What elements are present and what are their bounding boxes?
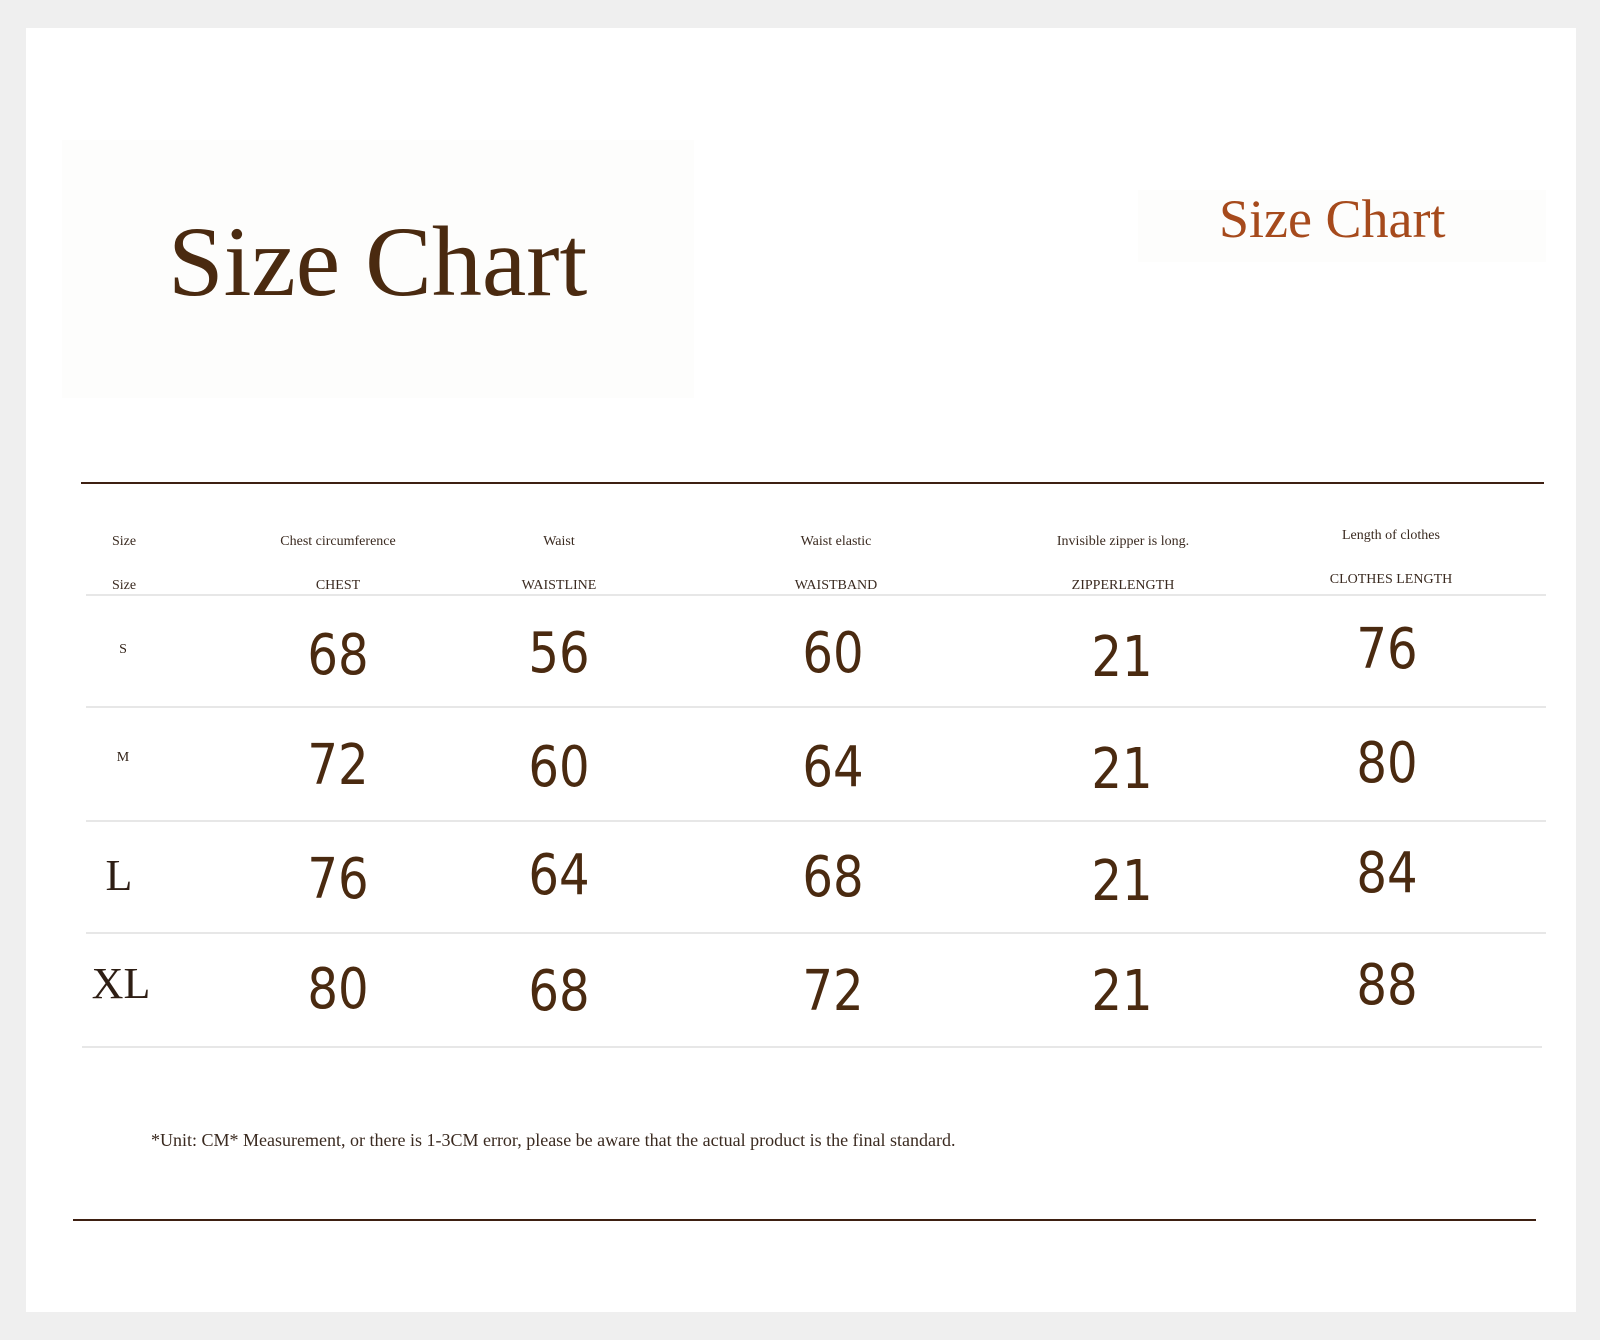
cell-xl-chest: 80	[307, 957, 369, 1022]
row-divider	[86, 706, 1546, 708]
header-waistband	[736, 528, 936, 632]
cell-l-length: 84	[1356, 841, 1418, 906]
header-size-label: Size	[111, 534, 137, 549]
size-label-l: L	[105, 851, 133, 900]
row-divider	[86, 820, 1546, 822]
size-label-xl: XL	[91, 959, 151, 1008]
cell-m-waist: 60	[528, 735, 590, 800]
header-chest-sublabel: CHEST	[315, 578, 361, 593]
header-waist	[459, 528, 659, 632]
size-label-m: M	[116, 750, 130, 765]
cell-m-length: 80	[1356, 731, 1418, 796]
cell-m-waistband: 64	[802, 735, 864, 800]
cell-xl-waist: 68	[528, 959, 590, 1024]
cell-l-zipper: 21	[1091, 849, 1153, 914]
header-waistband-sublabel: WAISTBAND	[794, 578, 878, 593]
row-divider	[82, 1046, 1542, 1048]
bottom-divider	[73, 1219, 1536, 1221]
cell-xl-length: 88	[1356, 953, 1418, 1018]
header-size-sublabel: Size	[111, 578, 137, 593]
cell-xl-waistband: 72	[802, 959, 864, 1024]
header-waist-sublabel: WAISTLINE	[521, 578, 597, 593]
size-label-s: S	[119, 642, 127, 657]
header-zipper	[1018, 528, 1228, 632]
cell-xl-zipper: 21	[1091, 959, 1153, 1024]
header-waist-label: Waist	[543, 534, 575, 549]
row-divider	[86, 594, 1546, 596]
cell-s-zipper: 21	[1091, 625, 1153, 690]
header-length-label: Length of clothes	[1342, 528, 1440, 543]
cell-s-waistband: 60	[802, 621, 864, 686]
header-length	[1286, 522, 1496, 626]
cell-s-chest: 68	[307, 623, 369, 688]
cell-m-chest: 72	[307, 733, 369, 798]
cell-s-waist: 56	[528, 621, 590, 686]
size-chart-card	[26, 28, 1576, 1312]
cell-l-chest: 76	[307, 847, 369, 912]
header-chest-label: Chest circumference	[280, 534, 396, 549]
header-waistband-label: Waist elastic	[800, 534, 872, 549]
page-title: Size Chart	[168, 206, 588, 317]
cell-s-length: 76	[1356, 617, 1418, 682]
side-title: Size Chart	[1219, 189, 1446, 249]
header-zipper-sublabel: ZIPPERLENGTH	[1071, 578, 1175, 593]
row-divider	[86, 932, 1546, 934]
header-size	[74, 528, 174, 632]
measurement-note: *Unit: CM* Measurement, or there is 1-3CM error, please be aware that the actual product is the final standard.	[151, 1130, 956, 1150]
cell-m-zipper: 21	[1091, 737, 1153, 802]
header-chest	[238, 528, 438, 632]
cell-l-waistband: 68	[802, 845, 864, 910]
header-length-sublabel: CLOTHES LENGTH	[1329, 572, 1453, 587]
cell-l-waist: 64	[528, 843, 590, 908]
header-zipper-label: Invisible zipper is long.	[1056, 534, 1190, 549]
top-divider	[81, 482, 1544, 484]
